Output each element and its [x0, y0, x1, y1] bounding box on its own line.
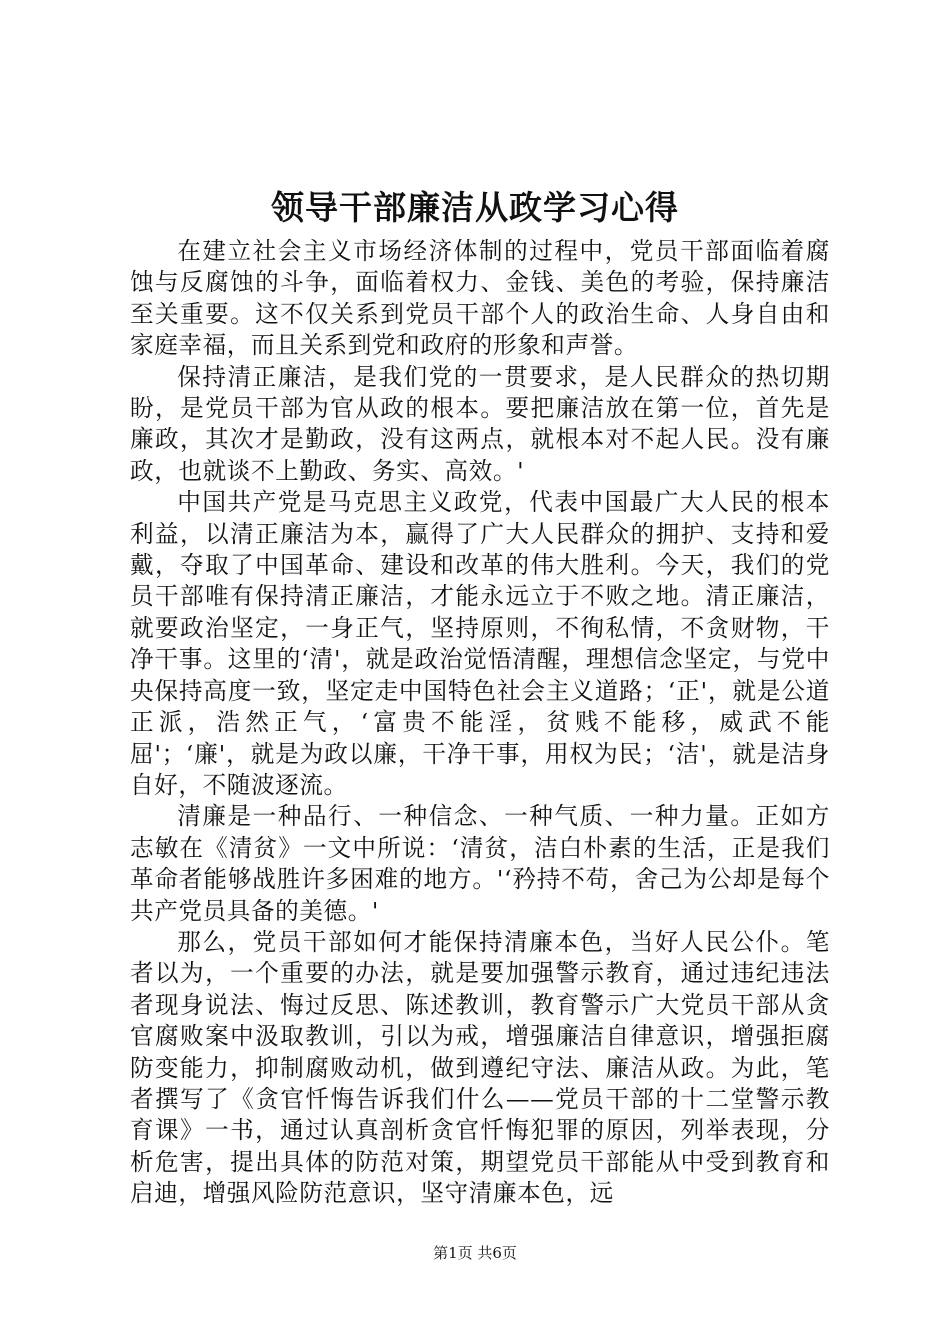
page-number-footer: 第1页 共6页 [433, 1244, 517, 1262]
paragraph: 中国共产党是马克思主义政党，代表中国最广大人民的根本利益，以清正廉洁为本，赢得了广大人民群众的拥护、支持和爱戴，夺取了中国革命、建设和改革的伟大胜利。今天，我们的党员干部唯有保持清正廉洁，才能永远立于不败之地。清正廉洁，就要政治坚定，一身正气，坚持原则，不徇私情，不贪财物，干净干事。这里的‘清'，就是政治觉悟清醒，理想信念坚定，与党中央保持高度一致，坚定走中国特色社会主义道路；‘正'，就是公道正派，浩然正气，‘富贵不能淫，贫贱不能移，威武不能屈'；‘廉'，就是为政以廉，干净干事，用权为民；‘洁'，就是洁身自好，不随波逐流。 [130, 488, 830, 799]
paragraph: 在建立社会主义市场经济体制的过程中，党员干部面临着腐蚀与反腐蚀的斗争，面临着权力、金钱、美色的考验，保持廉洁至关重要。这不仅关系到党员干部个人的政治生命、人身自由和家庭幸福，而且关系到党和政府的形象和声誉。 [130, 237, 830, 360]
paragraph: 清廉是一种品行、一种信念、一种气质、一种力量。正如方志敏在《清贫》一文中所说：‘清贫，洁白朴素的生活，正是我们革命者能够战胜许多困难的地方。'‘矜持不苟，舍己为公却是每个共产党员具备的美德。' [130, 802, 830, 925]
document-title: 领导干部廉洁从政学习心得 [271, 188, 679, 227]
document-body [130, 236, 830, 1210]
paragraph: 保持清正廉洁，是我们党的一贯要求，是人民群众的热切期盼，是党员干部为官从政的根本。要把廉洁放在第一位，首先是廉政，其次才是勤政，没有这两点，就根本对不起人民。没有廉政，也就谈不上勤政、务实、高效。' [130, 362, 830, 485]
paragraph: 那么，党员干部如何才能保持清廉本色，当好人民公仆。笔者以为，一个重要的办法，就是要加强警示教育，通过违纪违法者现身说法、悔过反思、陈述教训，教育警示广大党员干部从贪官腐败案中汲取教训，引以为戒，增强廉洁自律意识，增强拒腐防变能力，抑制腐败动机，做到遵纪守法、廉洁从政。为此，笔者撰写了《贪官忏悔告诉我们什么——党员干部的十二堂警示教育课》一书，通过认真剖析贪官忏悔犯罪的原因，列举表现，分析危害，提出具体的防范对策，期望党员干部能从中受到教育和启迪，增强风险防范意识，坚守清廉本色，远 [130, 927, 830, 1208]
